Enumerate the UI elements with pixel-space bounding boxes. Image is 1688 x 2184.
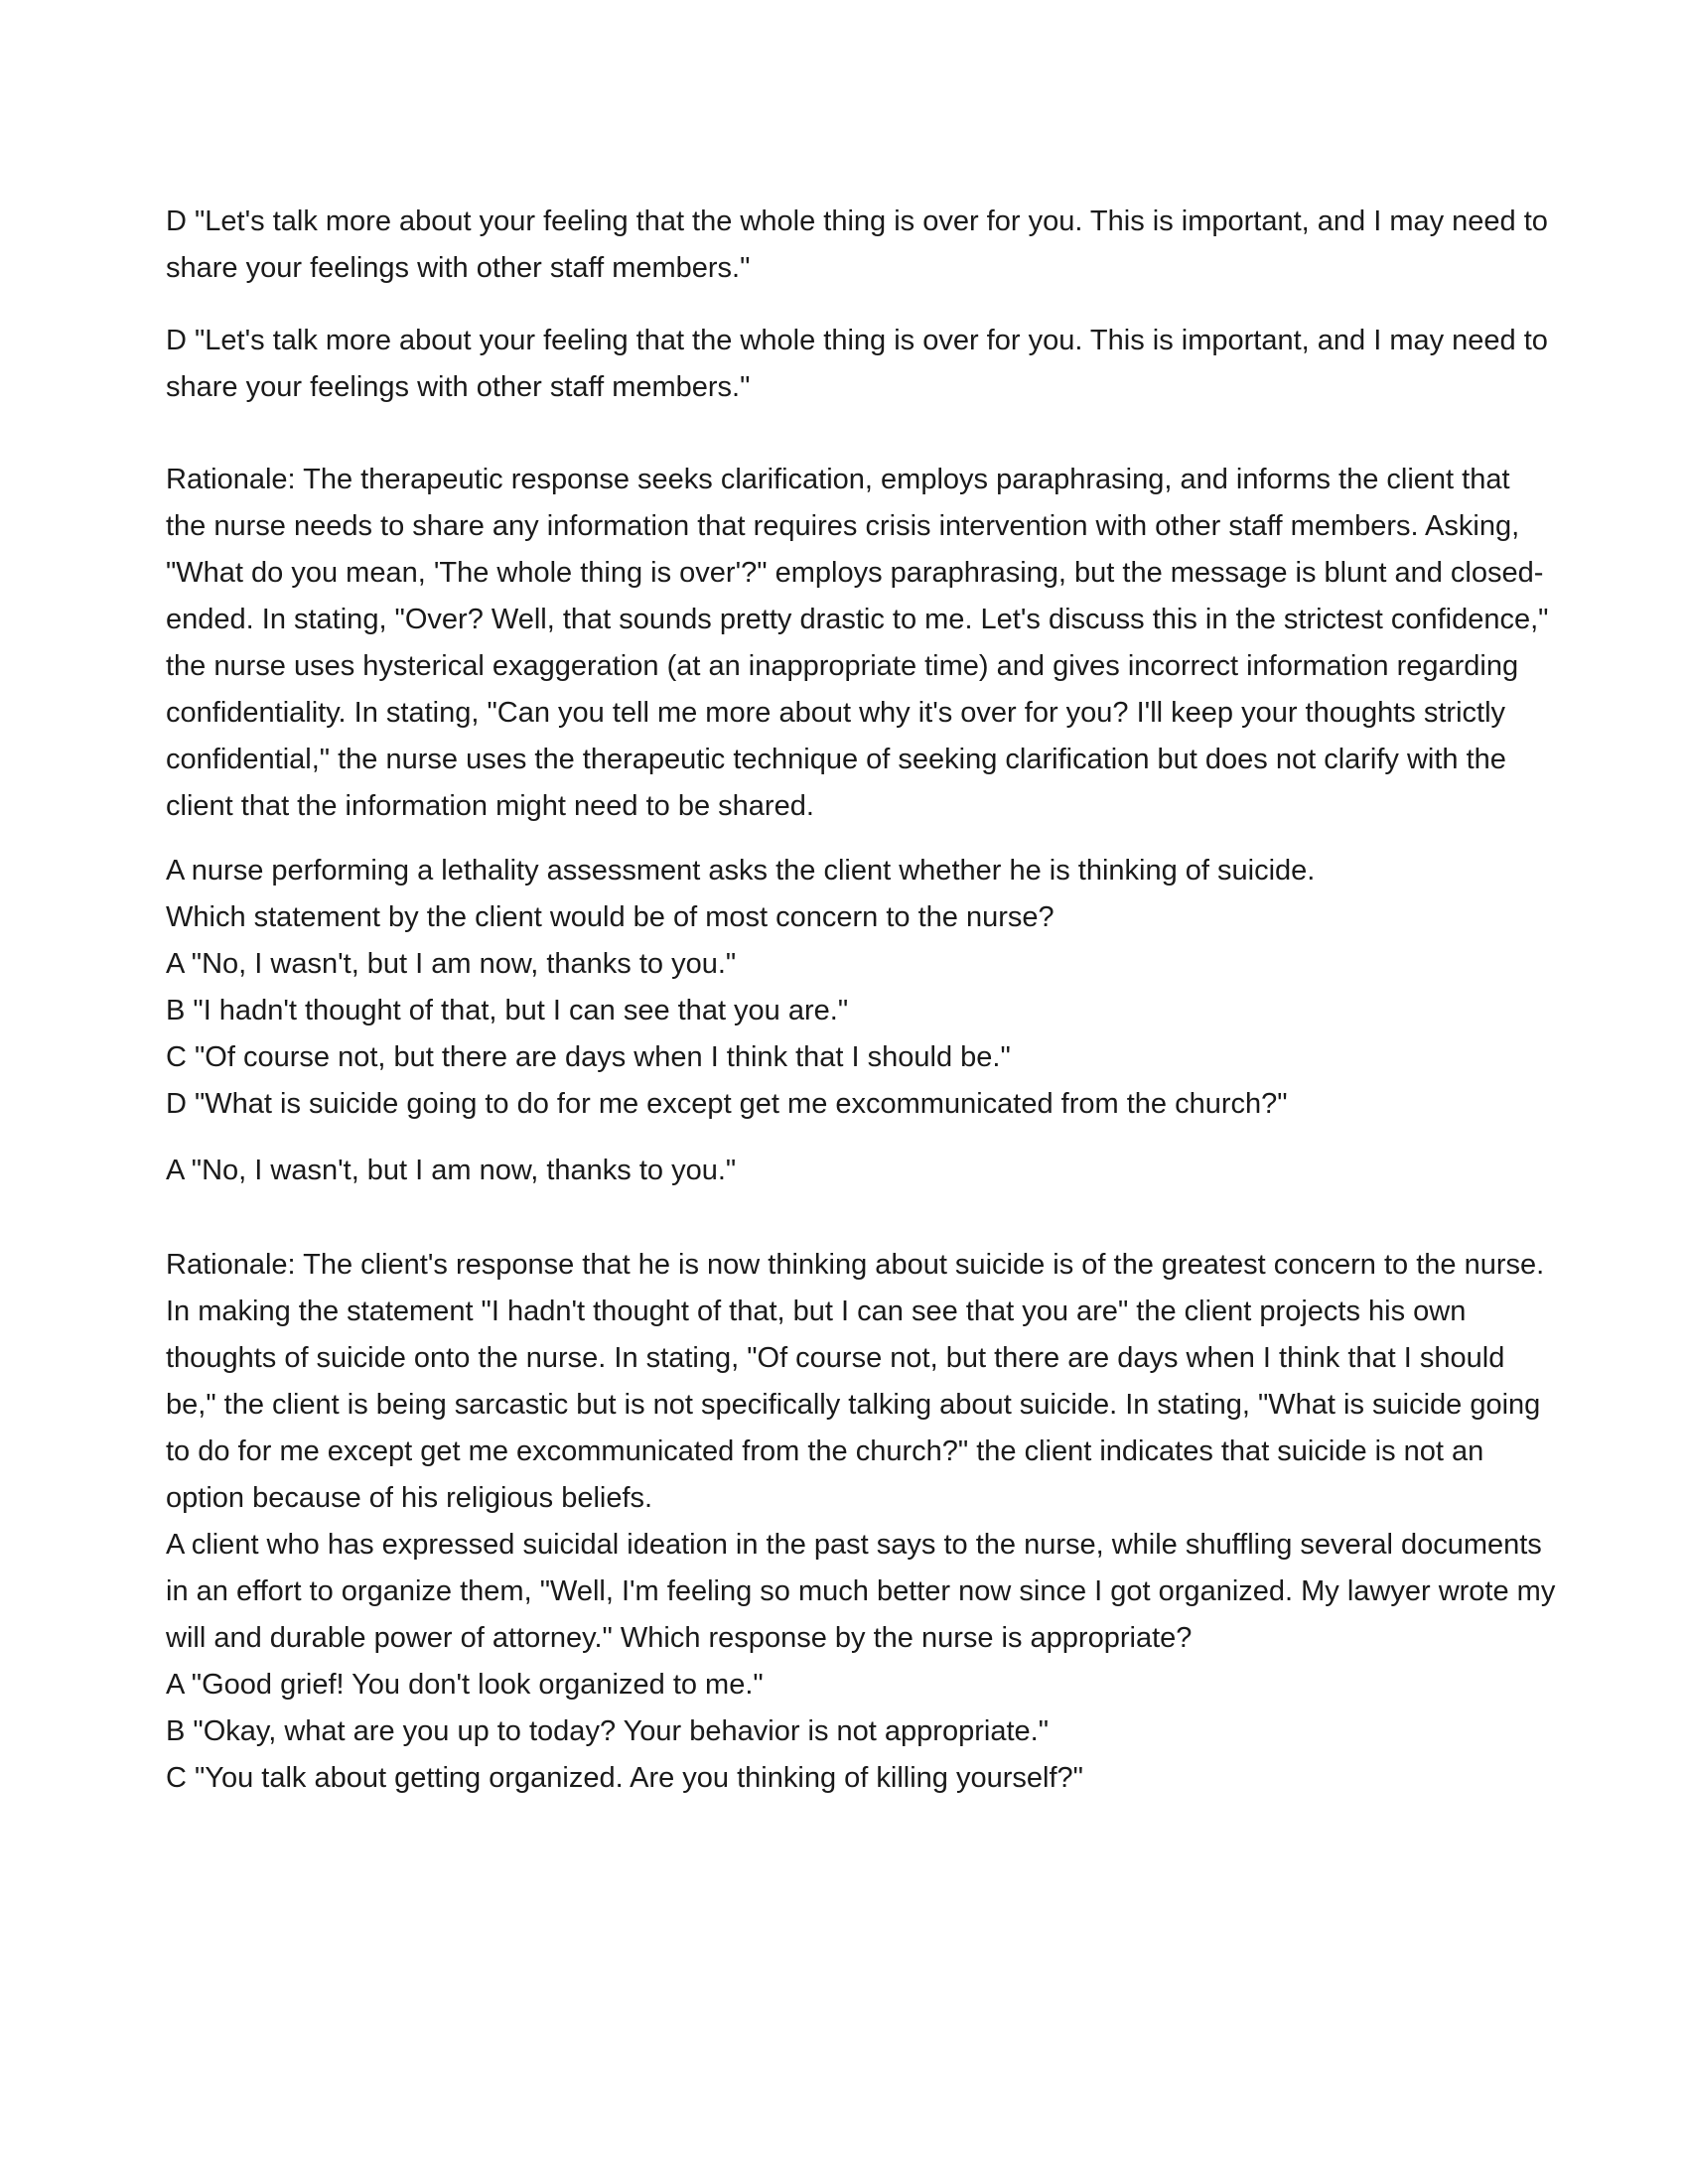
document-content	[166, 199, 1556, 1802]
question-option-b: B "Okay, what are you up to today? Your behavior is not appropriate."	[166, 1715, 1049, 1747]
repeated-answer-d-paragraph-2: D "Let's talk more about your feeling that the whole thing is over for you. This is important, and I may need to share your feelings with other staff members."	[166, 325, 1548, 403]
question-option-a: A "Good grief! You don't look organized to me."	[166, 1669, 764, 1701]
question-stem-line: Which statement by the client would be of most concern to the nurse?	[166, 901, 1055, 933]
lethality-question-block	[166, 848, 1556, 1128]
rationale-paragraph-2: Rationale: The client's response that he is now thinking about suicide is of the greatest concern to the nurse. In making the statement "I hadn't thought of that, but I can see that you are" the client projects his own thoughts of suicide onto the nurse. In stating, "Of course not, but there are days when I think that I should be," the client is being sarcastic but is not specifically talking about suicide. In stating, "What is suicide going to do for me except get me excommunicated from the church?" the client indicates that suicide is not an option because of his religious beliefs.	[166, 1249, 1545, 1514]
question-option-c: C "You talk about getting organized. Are you thinking of killing yourself?"	[166, 1762, 1083, 1794]
question-option-c: C "Of course not, but there are days when I think that I should be."	[166, 1041, 1011, 1073]
correct-answer-line: A "No, I wasn't, but I am now, thanks to you."	[166, 1155, 737, 1186]
rationale-and-next-question-block	[166, 1242, 1556, 1802]
rationale-paragraph-1: Rationale: The therapeutic response seeks clarification, employs paraphrasing, and informs the client that the nurse needs to share any information that requires crisis intervention with other staff members. Asking, "What do you mean, 'The whole thing is over'?" employs paraphrasing, but the message is blunt and closed-ended. In stating, "Over? Well, that sounds pretty drastic to me. Let's discuss this in the strictest confidence," the nurse uses hysterical exaggeration (at an inappropriate time) and gives incorrect information regarding confidentiality. In stating, "Can you tell me more about why it's over for you? I'll keep your thoughts strictly confidential," the nurse uses the therapeutic technique of seeking clarification but does not clarify with the client that the information might need to be shared.	[166, 464, 1549, 822]
question-stem: A client who has expressed suicidal ideation in the past says to the nurse, while shuffling several documents in an effort to organize them, "Well, I'm feeling so much better now since I got organized. My lawyer wrote my will and durable power of attorney." Which response by the nurse is appropriate?	[166, 1529, 1556, 1654]
question-option-b: B "I hadn't thought of that, but I can see that you are."	[166, 995, 849, 1026]
question-stem-line: A nurse performing a lethality assessment asks the client whether he is thinking of suicide.	[166, 855, 1316, 887]
question-option-a: A "No, I wasn't, but I am now, thanks to you."	[166, 948, 737, 980]
repeated-answer-d-paragraph-1: D "Let's talk more about your feeling that the whole thing is over for you. This is important, and I may need to share your feelings with other staff members."	[166, 205, 1548, 284]
question-option-d: D "What is suicide going to do for me except get me excommunicated from the church?"	[166, 1088, 1288, 1120]
